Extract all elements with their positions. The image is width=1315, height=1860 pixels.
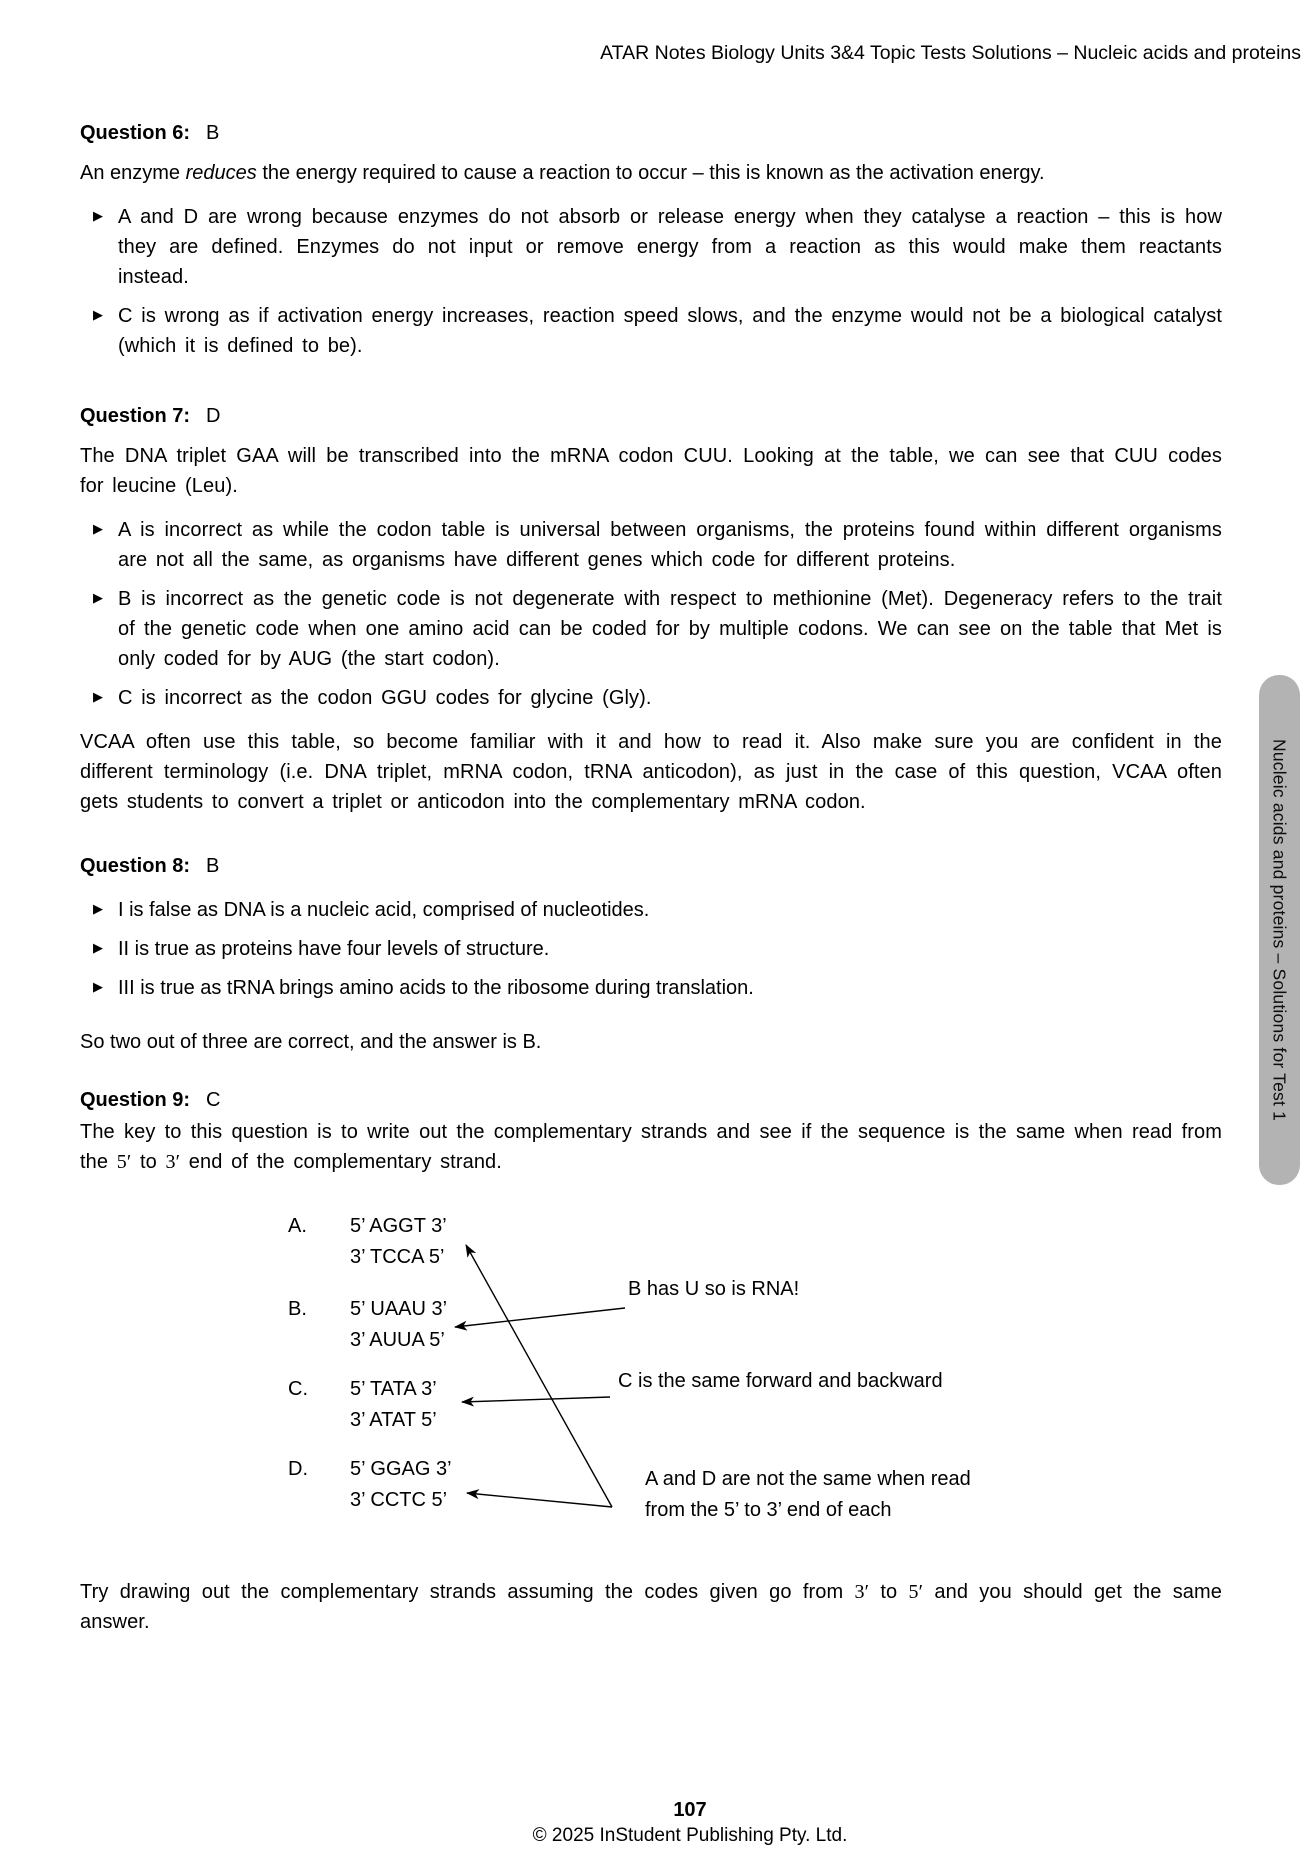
bullet-item (80, 683, 1222, 713)
strand-bottom: 3’ CCTC 5’ (350, 1489, 448, 1511)
bullet-arrow-icon: ▶ (93, 209, 104, 224)
question-7-bullets (80, 515, 1222, 713)
bullet-item (80, 515, 1222, 575)
bullet-item (80, 895, 1222, 925)
question-9-intro (80, 1117, 1222, 1177)
annotation-c-palindrome: C is the same forward and backward (618, 1370, 943, 1392)
three-prime: 3′ (854, 1581, 870, 1603)
option-letter: D. (288, 1458, 308, 1480)
question-8-label: Question 8: (80, 855, 191, 877)
arrow-to-option-b (455, 1308, 625, 1327)
bullet-item (80, 584, 1222, 674)
intro-text: end of the complementary strand. (180, 1151, 502, 1173)
question-8-bullets (80, 895, 1222, 1003)
strand-bottom: 3’ AUUA 5’ (350, 1329, 445, 1351)
question-6-bullets (80, 202, 1222, 361)
copyright-line: © 2025 InStudent Publishing Pty. Ltd. (532, 1825, 848, 1846)
page-number: 107 (673, 1799, 707, 1821)
five-prime: 5′ (908, 1581, 924, 1603)
question-8-heading (80, 851, 1222, 881)
strand-top: 5’ GGAG 3’ (350, 1458, 452, 1480)
question-6-section (80, 118, 1222, 361)
bullet-text: I is false as DNA is a nucleic acid, comprised of nucleotides. (118, 899, 650, 921)
question-8-answer: B (206, 855, 220, 877)
bullet-arrow-icon: ▶ (93, 902, 103, 917)
strand-comparison-diagram (80, 1205, 1222, 1555)
five-prime: 5′ (116, 1151, 132, 1173)
strand-bottom: 3’ TCCA 5’ (350, 1246, 445, 1268)
strand-top: 5’ AGGT 3’ (350, 1215, 447, 1237)
bullet-text: A is incorrect as while the codon table is universal between organisms, the proteins found within different organisms are not all the same, as organisms have different genes which code for different proteins. (118, 519, 1222, 571)
bullet-text: A and D are wrong because enzymes do not absorb or release energy when they catalyse a reaction – this is how they are defined. Enzymes do not input or remove energy from a reaction as this would make them reactants instead. (118, 206, 1222, 288)
question-6-intro (80, 158, 1222, 188)
option-letter: B. (288, 1298, 307, 1320)
question-7-answer: D (206, 405, 221, 427)
three-prime: 3′ (165, 1151, 181, 1173)
question-6-label: Question 6: (80, 122, 191, 144)
bullet-text: B is incorrect as the genetic code is not degenerate with respect to methionine (Met). Degeneracy refers to the trait of the genetic code when one amino acid can be coded for by multiple codons. We can see on the table that Met is only coded for by AUG (the start codon). (118, 588, 1222, 670)
diagram-arrows (80, 1205, 1222, 1555)
bullet-item (80, 973, 1222, 1003)
bullet-arrow-icon: ▶ (93, 522, 104, 537)
bullet-text: III is true as tRNA brings amino acids to the ribosome during translation. (118, 977, 754, 999)
question-7-intro: The DNA triplet GAA will be transcribed into the mRNA codon CUU. Looking at the table, we can see that CUU codes for leucine (Leu). (80, 445, 1222, 497)
question-7-note: VCAA often use this table, so become familiar with it and how to read it. Also make sure you are confident in the different terminology (i.e. DNA triplet, mRNA codon, tRNA anticodon), as just in the case of this question, VCAA often gets students to convert a triplet or anticodon into the complementary mRNA codon. (80, 731, 1222, 813)
annotation-a-d-different: A and D are not the same when read from the 5’ to 3’ end of each (645, 1468, 971, 1521)
side-tab-label: Nucleic acids and proteins – Solutions for Test 1 (1269, 738, 1290, 1122)
question-9-answer: C (206, 1089, 221, 1111)
intro-text: to (131, 1151, 166, 1173)
bullet-text: C is wrong as if activation energy increases, reaction speed slows, and the enzyme would not be a biological catalyst (which it is defined to be). (118, 305, 1222, 357)
bullet-text: C is incorrect as the codon GGU codes for glycine (Gly). (118, 687, 652, 709)
bullet-item (80, 202, 1222, 292)
arrow-to-option-a (466, 1245, 612, 1507)
section-side-tab (1259, 675, 1300, 1185)
strand-top: 5’ TATA 3’ (350, 1378, 437, 1400)
option-letter: C. (288, 1378, 308, 1400)
strand-top: 5’ UAAU 3’ (350, 1298, 448, 1320)
bullet-arrow-icon: ▶ (93, 941, 103, 956)
question-7-heading (80, 401, 1222, 431)
intro-text: The key to this question is to write out the complementary strands and see if the sequence is the same when read from the (80, 1121, 1222, 1173)
outro-text: and you should get the same answer. (80, 1581, 1222, 1633)
arrow-to-option-d (467, 1493, 612, 1507)
arrow-to-option-c (462, 1397, 610, 1402)
question-9-outro (80, 1577, 1222, 1637)
page-header: ATAR Notes Biology Units 3&4 Topic Tests Solutions – Nucleic acids and proteins (600, 42, 1301, 64)
bullet-arrow-icon: ▶ (93, 690, 104, 705)
bullet-item (80, 934, 1222, 964)
outro-text: to (869, 1581, 909, 1603)
bullet-arrow-icon: ▶ (93, 308, 104, 323)
bullet-item (80, 301, 1222, 361)
outro-text: Try drawing out the complementary strands assuming the codes given go from (80, 1581, 855, 1603)
bullet-arrow-icon: ▶ (93, 591, 104, 606)
question-6-answer: B (206, 122, 220, 144)
question-9-heading (80, 1085, 1222, 1115)
bullet-text: II is true as proteins have four levels of structure. (118, 938, 550, 960)
option-letter: A. (288, 1215, 307, 1237)
question-7-label: Question 7: (80, 405, 191, 427)
strand-bottom: 3’ ATAT 5’ (350, 1409, 437, 1431)
page-footer (80, 1798, 1300, 1848)
question-9-label: Question 9: (80, 1089, 191, 1111)
question-8-conclusion: So two out of three are correct, and the answer is B. (80, 1031, 542, 1053)
intro-text: An enzyme (80, 162, 186, 184)
intro-text: the energy required to cause a reaction to occur – this is known as the activation energy. (256, 162, 1045, 184)
question-6-heading (80, 118, 1222, 148)
annotation-b-rna: B has U so is RNA! (628, 1278, 800, 1300)
question-8-section (80, 851, 1222, 1057)
intro-emphasis: reduces (185, 162, 257, 184)
question-9-section (80, 1085, 1222, 1637)
question-7-section (80, 401, 1222, 817)
bullet-arrow-icon: ▶ (93, 980, 103, 995)
